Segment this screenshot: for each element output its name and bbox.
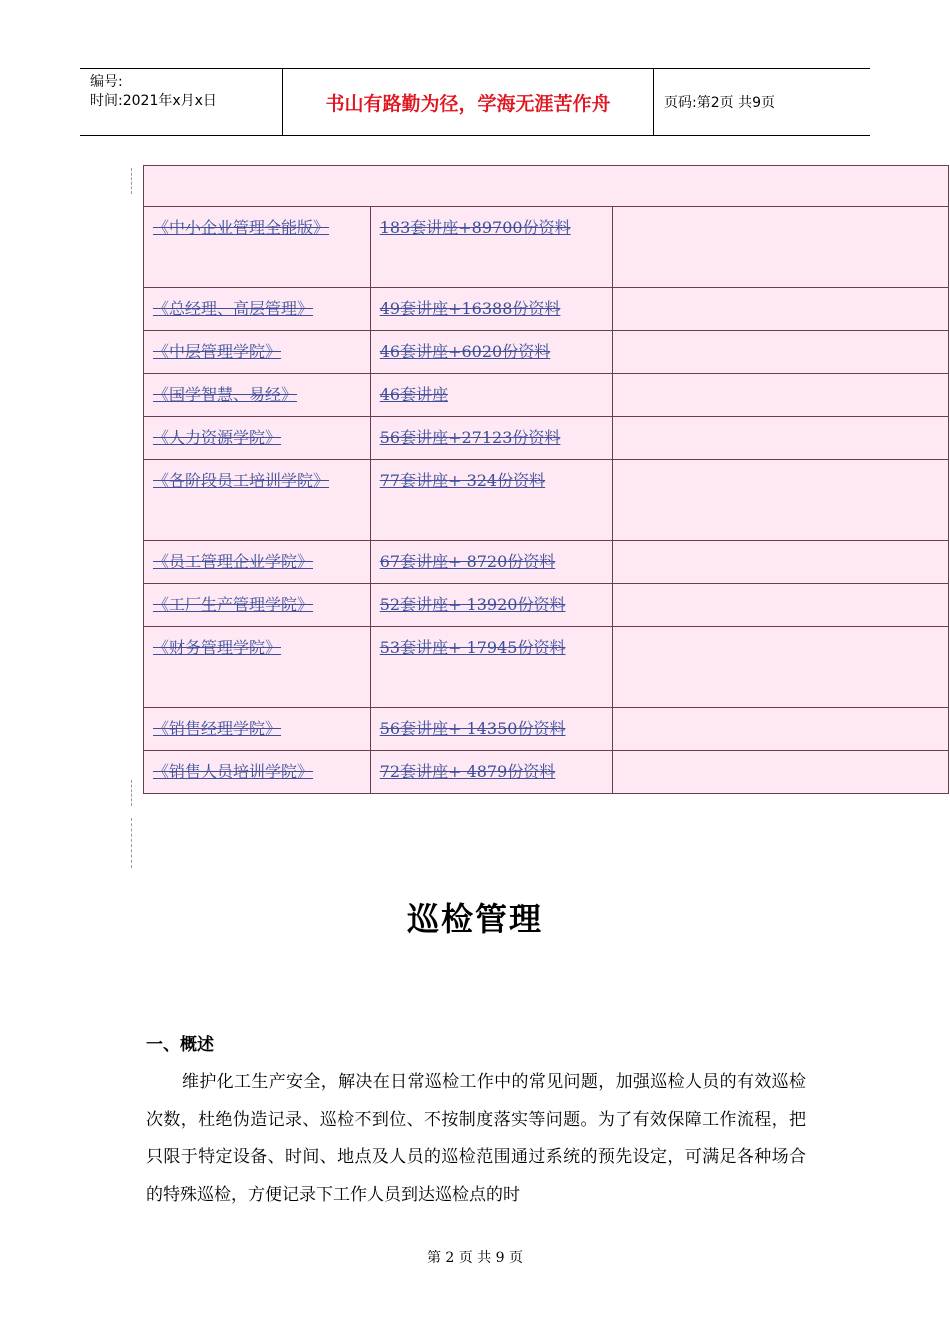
doc-number-label: 编号: xyxy=(90,74,123,90)
course-link[interactable]: 《人力资源学院》 xyxy=(153,428,282,447)
course-desc-link[interactable]: 49套讲座+16388份资料 xyxy=(379,299,561,318)
page-header xyxy=(80,68,870,136)
table-header-cell xyxy=(144,166,949,207)
table-row xyxy=(144,708,949,751)
course-desc-link[interactable]: 46套讲座+6020份资料 xyxy=(379,342,551,361)
course-link[interactable]: 《销售人员培训学院》 xyxy=(153,762,314,781)
course-link[interactable]: 《工厂生产管理学院》 xyxy=(153,595,314,614)
course-desc-link[interactable]: 56套讲座+ 14350份资料 xyxy=(379,719,566,738)
table-cell-empty xyxy=(613,331,949,374)
section-heading: 一、概述 xyxy=(146,1035,214,1055)
table-row xyxy=(144,584,949,627)
table-row xyxy=(144,288,949,331)
table-cell-empty xyxy=(613,374,949,417)
table-row xyxy=(144,331,949,374)
course-link[interactable]: 《中小企业管理全能版》 xyxy=(153,218,330,237)
course-desc-link[interactable]: 56套讲座+27123份资料 xyxy=(379,428,561,447)
page-footer: 第 2 页 共 9 页 xyxy=(426,1250,524,1266)
margin-marker xyxy=(131,818,132,868)
course-link[interactable]: 《中层管理学院》 xyxy=(153,342,282,361)
table-row xyxy=(144,751,949,794)
section-paragraph: 维护化工生产安全，解决在日常巡检工作中的常见问题，加强巡检人员的有效巡检次数，杜绝伪造记录、巡检不到位、不按制度落实等问题。为了有效保障工作流程，把只限于特定设备、时间、地点及人员的巡检范围通过系统的预先设定，可满足各种场合的特殊巡检，方便记录下工作人员到达巡检点的时 xyxy=(146,1072,806,1205)
table-cell-empty xyxy=(613,460,949,541)
table-row xyxy=(144,627,949,708)
doc-time-label: 时间:2021年x月x日 xyxy=(90,93,217,109)
table-cell-empty xyxy=(613,751,949,794)
margin-marker xyxy=(131,168,132,194)
course-desc-link[interactable]: 53套讲座+ 17945份资料 xyxy=(379,638,566,657)
course-link[interactable]: 《财务管理学院》 xyxy=(153,638,282,657)
course-table xyxy=(143,165,949,794)
header-page-code: 页码:第2页 共9页 xyxy=(664,95,775,111)
course-link[interactable]: 《国学智慧、易经》 xyxy=(153,385,298,404)
table-row xyxy=(144,207,949,288)
course-desc-link[interactable]: 77套讲座+ 324份资料 xyxy=(379,471,546,490)
course-desc-link[interactable]: 183套讲座+89700份资料 xyxy=(379,218,571,237)
table-row xyxy=(144,417,949,460)
table-cell-empty xyxy=(613,584,949,627)
course-desc-link[interactable]: 52套讲座+ 13920份资料 xyxy=(379,595,566,614)
table-cell-empty xyxy=(613,708,949,751)
header-motto: 书山有路勤为径，学海无涯苦作舟 xyxy=(282,69,654,135)
table-row xyxy=(144,374,949,417)
table-row xyxy=(144,541,949,584)
table-cell-empty xyxy=(613,417,949,460)
course-link[interactable]: 《销售经理学院》 xyxy=(153,719,282,738)
course-desc-link[interactable]: 72套讲座+ 4879份资料 xyxy=(379,762,556,781)
table-cell-empty xyxy=(613,627,949,708)
course-link[interactable]: 《员工管理企业学院》 xyxy=(153,552,314,571)
table-row xyxy=(144,460,949,541)
margin-marker xyxy=(131,780,132,806)
course-link[interactable]: 《总经理、高层管理》 xyxy=(153,299,314,318)
table-cell-empty xyxy=(613,288,949,331)
table-row xyxy=(144,166,949,207)
table-cell-empty xyxy=(613,541,949,584)
course-desc-link[interactable]: 67套讲座+ 8720份资料 xyxy=(379,552,556,571)
header-meta xyxy=(80,69,282,135)
course-link[interactable]: 《各阶段员工培训学院》 xyxy=(153,471,330,490)
page-title: 巡检管理 xyxy=(406,900,543,938)
table-cell-empty xyxy=(613,207,949,288)
course-desc-link[interactable]: 46套讲座 xyxy=(379,385,449,404)
